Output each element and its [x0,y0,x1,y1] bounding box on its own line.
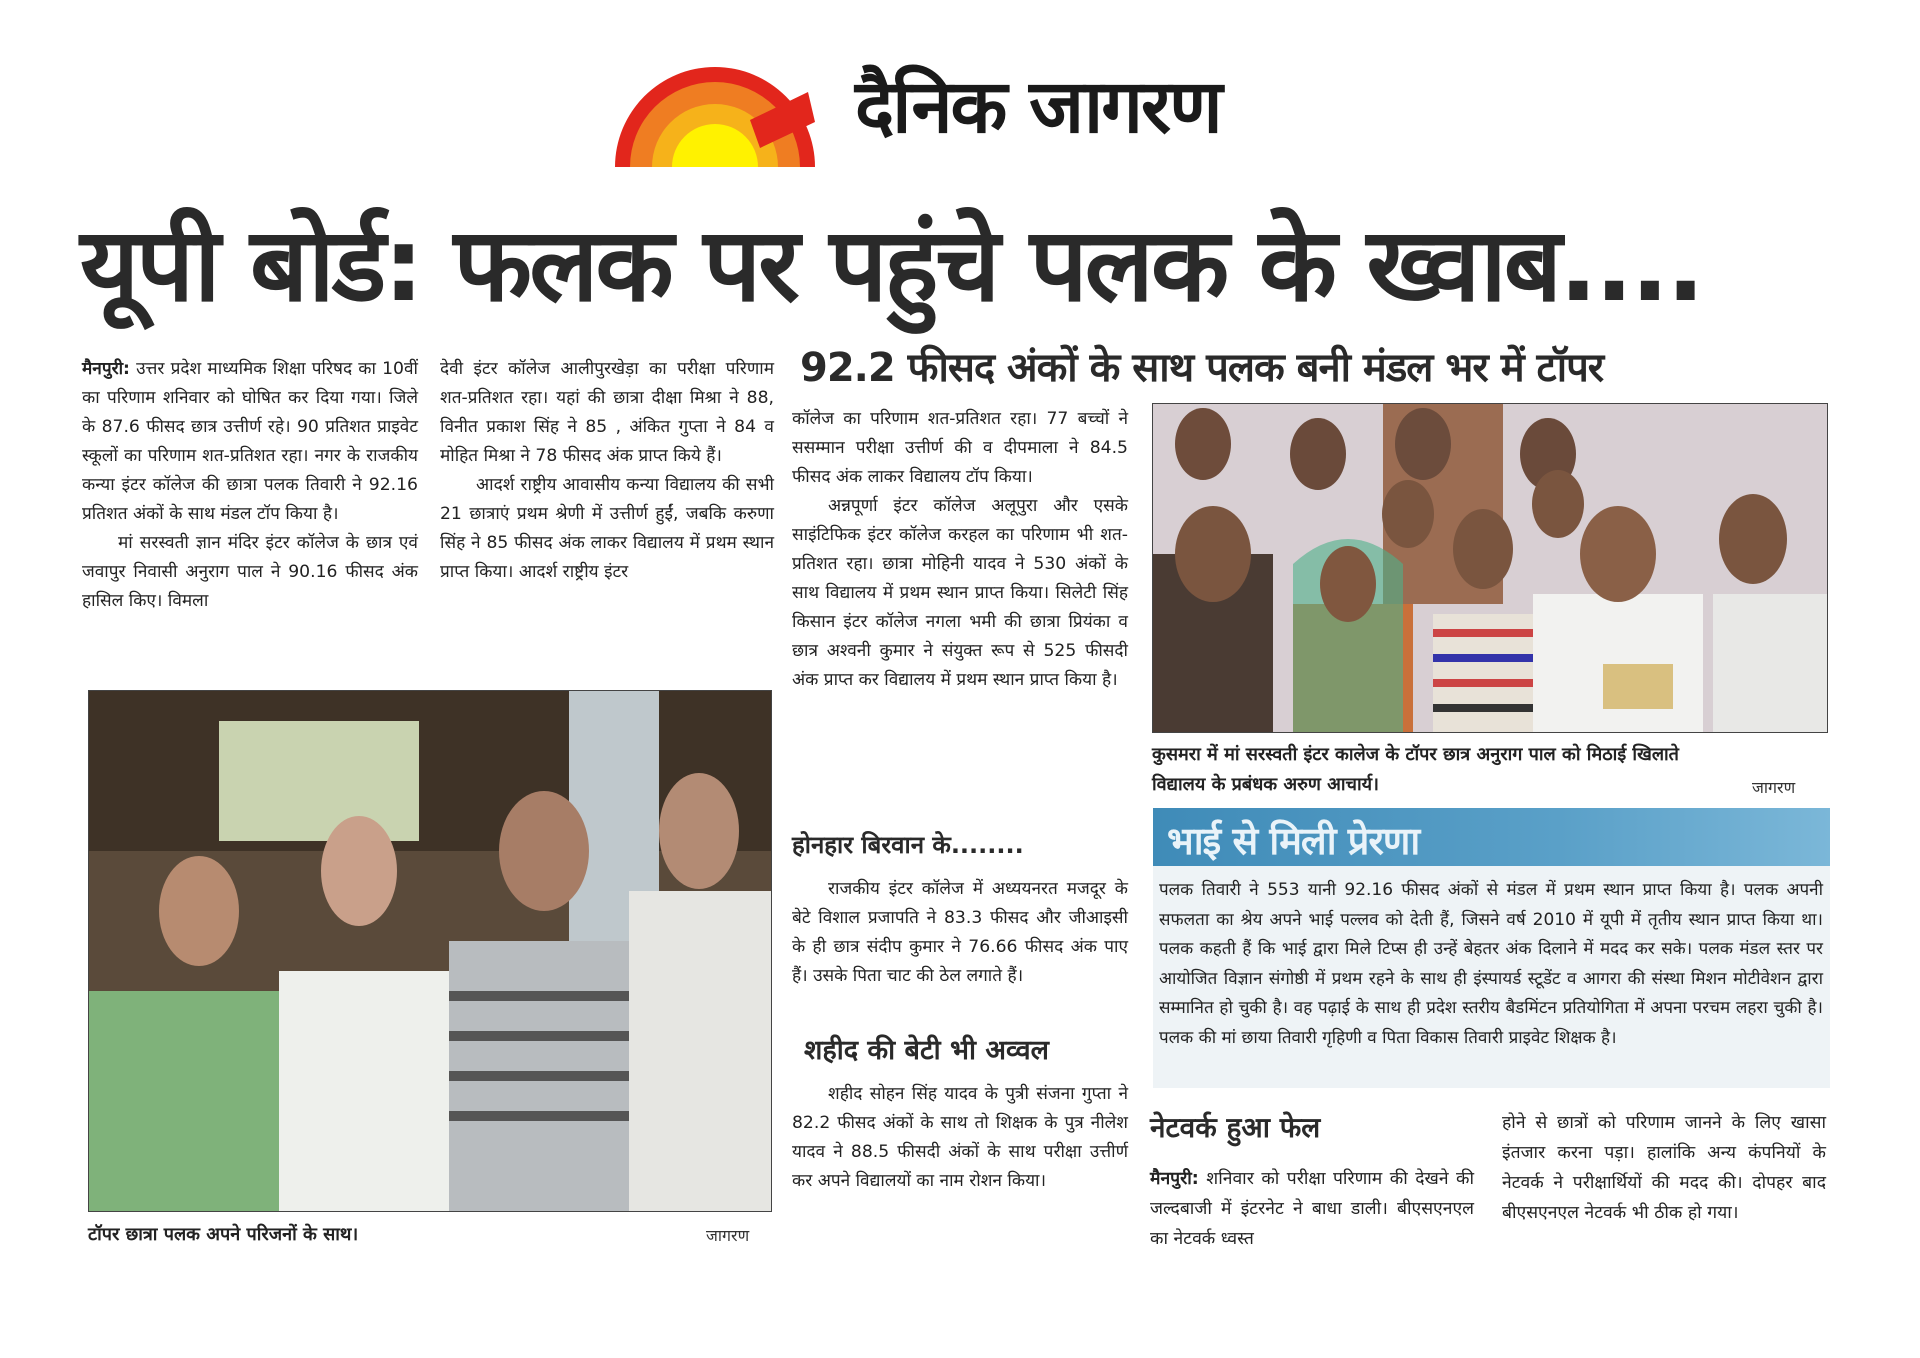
subhead-honhar: होनहार बिरवान के........ [792,831,1024,859]
subhead-shaheed: शहीद की बेटी भी अव्वल [804,1035,1049,1066]
photo-topper-with-family [88,690,772,1212]
article-column-2 [440,355,774,587]
photo-caption: टॉपर छात्रा पलक अपने परिजनों के साथ। [88,1224,359,1245]
network-column-2 [1502,1108,1826,1228]
sun-logo-icon [610,62,820,167]
article-paragraph: मैनपुरी: शनिवार को परीक्षा परिणाम की देखने की जल्दबाजी में इंटरनेट ने बाधा डाली। बीएसएनएल का नेटवर्क ध्वस्त [1150,1169,1474,1249]
article-paragraph: मां सरस्वती ज्ञान मंदिर इंटर कॉलेज के छात्र एवं जवापुर निवासी अनुराग पाल ने 90.16 फीसद अंक हासिल किए। विमला [82,533,418,611]
photo-image [1153,404,1828,733]
article-paragraph: आदर्श राष्ट्रीय आवासीय कन्या विद्यालय की सभी 21 छात्राएं प्रथम श्रेणी में उत्तीर्ण हुईं, जबकि करुणा सिंह ने 85 फीसद अंक लाकर विद्यालय में प्रथम स्थान प्राप्त किया। आदर्श राष्ट्रीय इंटर [440,475,774,582]
article-paragraph: अन्नपूर्णा इंटर कॉलेज अलूपुरा और एसके साइंटिफिक इंटर कॉलेज करहल का परिणाम भी शत-प्रतिशत रहा। छात्रा मोहिनी यादव ने 530 अंकों के साथ विद्यालय में प्रथम स्थान प्राप्त किया। सिलेटी सिंह किसान इंटर कॉलेज नगला भमी की छात्रा प्रियंका व छात्र अश्वनी कुमार ने संयुक्त रूप से 525 फीसदी अंक प्राप्त कर विद्यालय में प्रथम स्थान प्राप्त किया है। [792,496,1128,690]
photo-image [89,691,772,1212]
article-paragraph: कॉलेज का परिणाम शत-प्रतिशत रहा। 77 बच्चों ने ससम्मान परीक्षा उत्तीर्ण की व दीपमाला ने 84.5 फीसद अंक लाकर विद्यालय टॉप किया। [792,409,1128,487]
article-column-3c [792,1080,1128,1196]
article-paragraph: होने से छात्रों को परिणाम जानने के लिए खासा इंतजार करना पड़ा। हालांकि अन्य कंपनियों के नेटवर्क ने परीक्षार्थियों की मदद की। दोपहर बाद बीएसएनएल नेटवर्क भी ठीक हो गया। [1502,1113,1826,1223]
article-column-3 [792,405,1128,695]
main-headline: यूपी बोर्ड: फलक पर पहुंचे पलक के ख्वाब.... [80,206,1702,325]
photo-caption-line1: कुसमरा में मां सरस्वती इंटर कालेज के टॉपर छात्र अनुराग पाल को मिठाई खिलाते [1152,744,1679,765]
dateline: मैनपुरी: [1150,1169,1199,1189]
article-column-3b [792,875,1128,991]
photo-caption-line2: विद्यालय के प्रबंधक अरुण आचार्य। [1152,774,1379,795]
sub-headline: 92.2 फीसद अंकों के साथ पलक बनी मंडल भर में टॉपर [800,345,1604,391]
network-headline: नेटवर्क हुआ फेल [1150,1111,1321,1144]
photo-credit: जागरण [1752,778,1796,797]
sidebar-body: पलक तिवारी ने 553 यानी 92.16 फीसद अंकों से मंडल में प्रथम स्थान प्राप्त किया है। पलक अपनी सफलता का श्रेय अपने भाई पल्लव को देती हैं, जिसने वर्ष 2010 में यूपी में तृतीय स्थान प्राप्त किया था। पलक कहती हैं कि भाई द्वारा मिले टिप्स ही उन्हें बेहतर अंक दिलाने में मदद कर सके। पलक मंडल स्तर पर आयोजित विज्ञान संगोष्ठी में प्रथम रहने के साथ ही इंस्पायर्ड स्टूडेंट व आगरा की संस्था मिशन मोटीवेशन द्वारा सम्मानित हो चुकी है। वह पढ़ाई के साथ ही प्रदेश स्तरीय बैडमिंटन प्रतियोगिता में अपना परचम लहरा चुकी है। पलक की मां छाया तिवारी गृहिणी व पिता विकास तिवारी प्राइवेट शिक्षक है। [1159,880,1823,1048]
sidebar-inspiration-box [1153,808,1830,1088]
article-paragraph: मैनपुरी: उत्तर प्रदेश माध्यमिक शिक्षा परिषद का 10वीं का परिणाम शनिवार को घोषित कर दिया गया। जिले के 87.6 फीसद छात्र उत्तीर्ण रहे। 90 प्रतिशत प्राइवेट स्कूलों का परिणाम शत-प्रतिशत रहा। नगर के राजकीय कन्या इंटर कॉलेज की छात्रा पलक तिवारी ने 92.16 प्रतिशत अंकों के साथ मंडल टॉप किया है। [82,359,418,524]
article-paragraph: शहीद सोहन सिंह यादव के पुत्री संजना गुप्ता ने 82.2 फीसद अंकों के साथ तो शिक्षक के पुत्र नीलेश यादव ने 88.5 फीसदी अंकों के साथ परीक्षा उत्तीर्ण कर अपने विद्यालयों का नाम रोशन किया। [792,1084,1128,1191]
article-column-1 [82,355,418,616]
network-column-1 [1150,1164,1474,1254]
masthead [610,62,1270,172]
article-paragraph: देवी इंटर कॉलेज आलीपुरखेड़ा का परीक्षा परिणाम शत-प्रतिशत रहा। यहां की छात्रा दीक्षा मिश्रा ने 88, विनीत प्रकाश सिंह ने 85 , अंकित गुप्ता ने 84 व मोहित मिश्रा ने 78 फीसद अंक प्राप्त किये हैं। [440,359,774,466]
dateline: मैनपुरी: [82,359,130,379]
sidebar-title-band [1153,808,1830,866]
article-paragraph: राजकीय इंटर कॉलेज में अध्ययनरत मजदूर के बेटे विशाल प्रजापति ने 83.3 फीसद और जीआइसी के ही छात्र संदीप कुमार ने 76.66 फीसद अंक पाए हैं। उसके पिता चाट की ठेल लगाते हैं। [792,879,1128,986]
newspaper-name: दैनिक जागरण [855,64,1221,150]
sidebar-title: भाई से मिली प्रेरणा [1167,819,1420,863]
photo-credit: जागरण [706,1226,750,1245]
photo-anurag-pal-celebration [1152,403,1828,733]
